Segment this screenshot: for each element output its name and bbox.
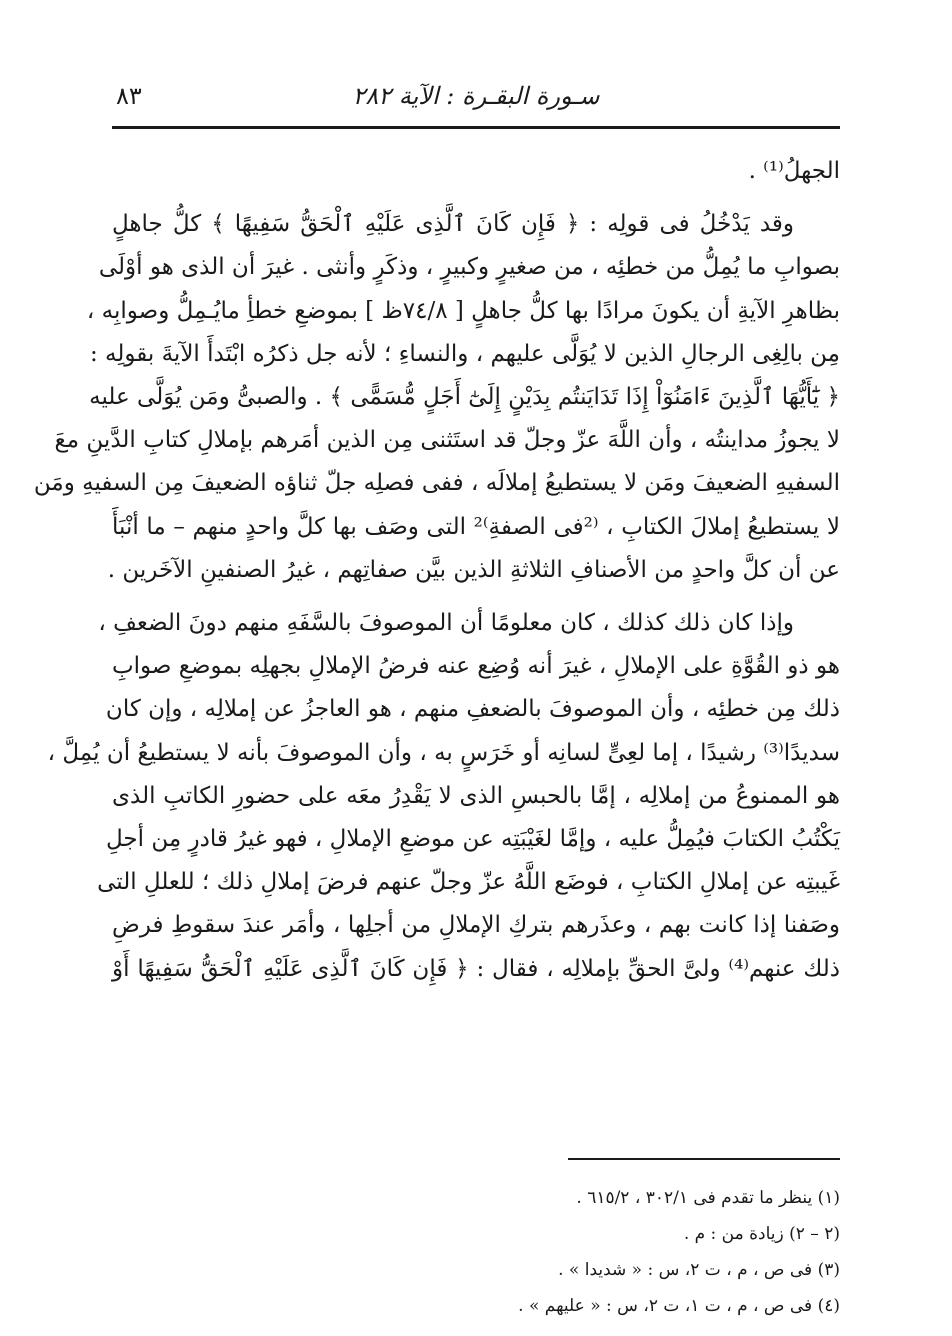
paragraph-2: [33, 203, 841, 592]
text-line: ذلك عنهم⁽⁴⁾ ولىَّ الحقِّ بإملالِه ، فقال : ﴿ فَإِن كَانَ ٱلَّذِى عَلَيْهِ ٱلْحَقُّ سَفِيهًا أَوْ: [112, 955, 840, 982]
text-line: غَيبتِه عن إملالِ الكتابِ ، فوضَع اللَّهُ عزّ وجلّ عنهم فرضَ إملالِ ذلك ؛ للعللِ التى: [97, 869, 840, 896]
text-line: لا يجوزُ مداينتُه ، وأن اللَّهَ عزّ وجلّ قد استَثنى مِن الذين أمَرهم بإملالِ كتابِ الدَّينِ معَ: [54, 427, 840, 454]
text-line: هو ذو القُوَّةِ على الإملالِ ، غيرَ أنه وُضِع عنه فرضُ الإملالِ بجهلِه بموضعِ صوابِ: [112, 653, 840, 680]
text-line: يَكْتُبُ الكتابَ فيُمِلُّ عليه ، وإمَّا لغَيْبَتِه عن موضعِ الإملالِ ، فهو غيرُ قادرٍ مِن أجلِ: [106, 826, 840, 853]
footnote-1: (١) ينظر ما تقدم فى ٣٠٢/١ ، ٦١٥/٢ .: [576, 1188, 840, 1208]
paragraph-1: [112, 150, 840, 193]
text-line: مِن بالِغِى الرجالِ الذين لا يُوَلَّى عليهم ، والنساءِ ؛ لأنه جل ذكرُه ابْتَدأَ الآيةَ بقولِه :: [89, 340, 840, 367]
page-number: ٨٣: [116, 82, 142, 110]
text-line: وقد يَدْخُلُ فى قولِه : ﴿ فَإِن كَانَ ٱلَّذِى عَلَيْهِ ٱلْحَقُّ سَفِيهًا ﴾ كلُّ جاهلٍ: [112, 211, 794, 238]
text-line: بظاهرِ الآيةِ أن يكونَ مرادًا بها كلُّ جاهلٍ [ ٧٤/٨ظ ] بموضعِ خطأِ مايُـمِلُّ وصوابِه ،: [86, 297, 840, 324]
text-line: الجهلُ⁽¹⁾ .: [748, 158, 840, 184]
paragraph-3: [47, 602, 840, 991]
footnote-2: (٢ – ٢) زيادة من : م .: [683, 1224, 840, 1244]
footnote-rule: [568, 1158, 840, 1160]
running-title: سـورة البقـرة : الآية ٢٨٢: [352, 82, 600, 110]
main-text: [33, 150, 841, 991]
text-line: هو الممنوعُ من إملالِه ، إمَّا بالحبسِ الذى لا يَقْدِرُ معَه على حضورِ الكاتبِ الذى: [112, 782, 840, 809]
text-line: بصوابِ ما يُمِلُّ من خطئِه ، من صغيرٍ وكبيرٍ ، وذكَرٍ وأنثى . غيرَ أن الذى هو أوْلَى: [98, 254, 840, 281]
text-line: سديدًا⁽³⁾ رشيدًا ، إما لعِىٍّ لسانِه أو خَرَسٍ به ، وأن الموصوفَ بأنه لا يستطيعُ أن يُمِلَّ ،: [47, 739, 840, 766]
footnotes: [112, 1180, 840, 1324]
text-line: عن أن كلَّ واحدٍ من الأصنافِ الثلاثةِ الذين بيَّن صفاتِهم ، غيرُ الصنفينِ الآخَرين .: [107, 556, 840, 583]
text-line: ﴿ يَٰٓأَيُّهَا ٱلَّذِينَ ءَامَنُوٓاْ إِذَا تَدَايَنتُم بِدَيْنٍ إِلَىٰٓ أَجَلٍ مُّسَمًّى ﴾ . والصبىُّ ومَن يُوَلَّى عليه: [89, 384, 840, 411]
text-line: وصَفنا إذا كانت بهم ، وعذَرهم بتركِ الإملالِ من أجلِها ، وأمَر عندَ سقوطِ فرضِ: [112, 912, 840, 939]
footnote-4: (٤) فى ص ، م ، ت ١، ت ٢، س : « عليهم » .: [518, 1296, 840, 1316]
footnote-3: (٣) فى ص ، م ، ت ٢، س : « شديدا » .: [558, 1260, 840, 1280]
header-rule: [112, 126, 840, 129]
text-line: ذلك مِن خطئِه ، وأن الموصوفَ بالضعفِ منهم ، هو العاجزُ عن إملالِه ، وإن كان: [105, 696, 840, 723]
text-line: وإذا كان ذلك كذلك ، كان معلومًا أن الموصوفَ بالسَّفَهِ منهم دونَ الضعفِ ،: [98, 610, 794, 637]
text-line: لا يستطيعُ إملالَ الكتابِ ، ⁽²فى الصفةِ⁾² التى وصَف بها كلَّ واحدٍ منهم – ما أنْبَأَ: [112, 513, 841, 540]
page-header: [112, 76, 840, 116]
text-line: السفيهِ الضعيفَ ومَن لا يستطيعُ إملالَه ، ففى فصلِه جلّ ثناؤه الضعيفَ مِن السفيهِ ومَن: [33, 470, 840, 497]
